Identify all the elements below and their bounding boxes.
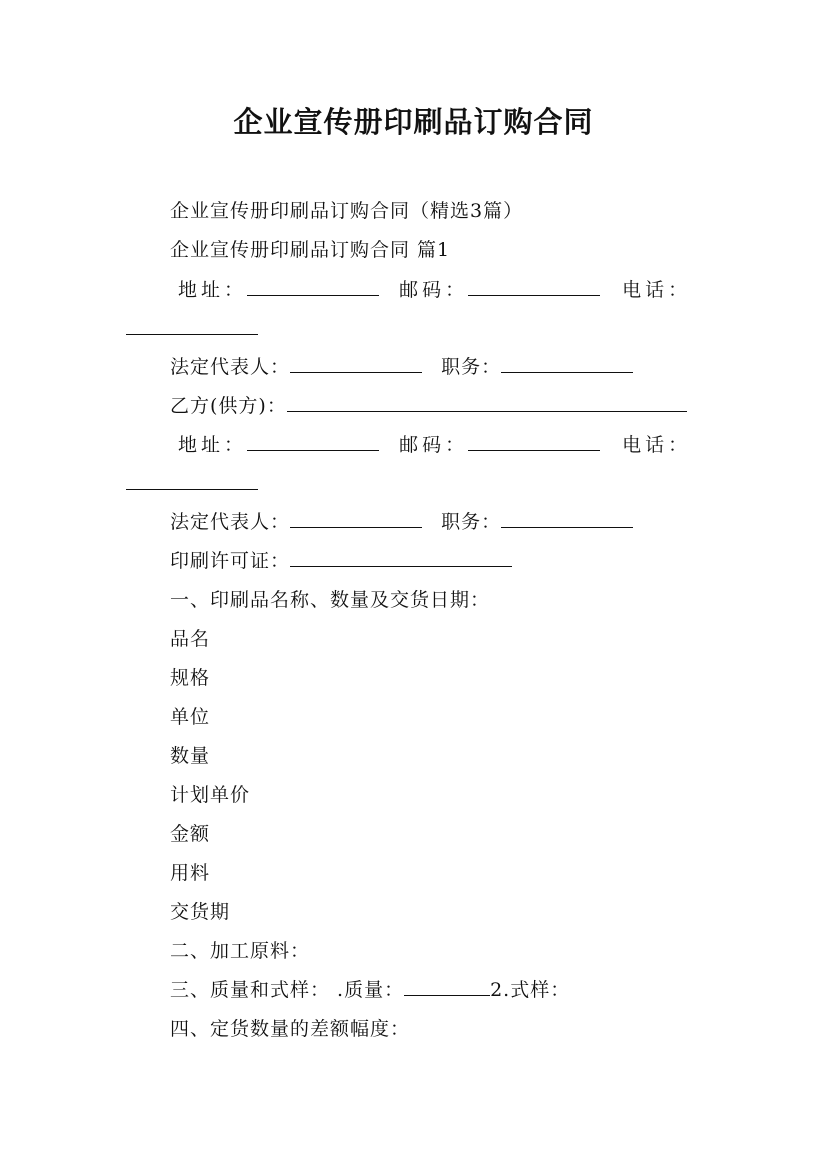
phone-label: 电话： — [622, 279, 692, 301]
postcode-label: 邮码： — [399, 279, 469, 301]
item-qty: 数量 — [170, 745, 211, 767]
license-blank — [290, 548, 512, 567]
phone-blank — [126, 316, 258, 335]
position-label: 职务： — [441, 356, 502, 378]
position-blank — [501, 509, 633, 528]
license-line — [0, 548, 827, 574]
phone-blank — [126, 471, 258, 490]
address-blank — [247, 432, 379, 451]
postcode-blank — [468, 432, 600, 451]
section-3-quality-label: 三、质量和式样： .质量： — [170, 979, 405, 1001]
party-a-contact-line — [0, 277, 827, 303]
section-3-line — [0, 977, 827, 1003]
item-name: 品名 — [170, 628, 211, 650]
section-1-heading: 一、印刷品名称、数量及交货日期： — [170, 589, 491, 611]
section-2-heading: 二、加工原料： — [170, 940, 311, 962]
document-title: 企业宣传册印刷品订购合同 — [233, 105, 594, 139]
party-b-blank — [287, 393, 687, 412]
party-b-contact-line — [0, 432, 827, 458]
postcode-blank — [468, 277, 600, 296]
item-amount: 金额 — [170, 823, 211, 845]
item-unit: 单位 — [170, 706, 211, 728]
address-blank — [247, 277, 379, 296]
item-price: 计划单价 — [170, 784, 251, 806]
item-spec: 规格 — [170, 667, 211, 689]
party-b-rep-line — [0, 509, 827, 535]
legal-rep-blank — [290, 509, 422, 528]
party-b-line — [0, 393, 827, 419]
item-material: 用料 — [170, 862, 211, 884]
postcode-label: 邮码： — [399, 434, 469, 456]
position-label: 职务： — [441, 511, 502, 533]
legal-rep-blank — [290, 354, 422, 373]
quality-blank — [404, 977, 490, 996]
license-label: 印刷许可证： — [170, 550, 291, 572]
phone-label: 电话： — [622, 434, 692, 456]
section-4-heading: 四、定货数量的差额幅度： — [170, 1018, 411, 1040]
phone-blank-line — [0, 316, 827, 342]
position-blank — [501, 354, 633, 373]
legal-rep-label: 法定代表人： — [170, 511, 291, 533]
chapter-heading: 企业宣传册印刷品订购合同 篇1 — [170, 239, 451, 261]
address-label: 地址： — [178, 434, 248, 456]
legal-rep-label: 法定代表人： — [170, 356, 291, 378]
section-3-style-label: 2.式样： — [490, 979, 571, 1001]
party-b-label: 乙方(供方)： — [170, 395, 287, 417]
item-delivery: 交货期 — [170, 901, 231, 923]
phone-blank-line — [0, 471, 827, 497]
address-label: 地址： — [178, 279, 248, 301]
subtitle-line: 企业宣传册印刷品订购合同（精选3篇） — [170, 200, 524, 222]
party-a-rep-line — [0, 354, 827, 380]
